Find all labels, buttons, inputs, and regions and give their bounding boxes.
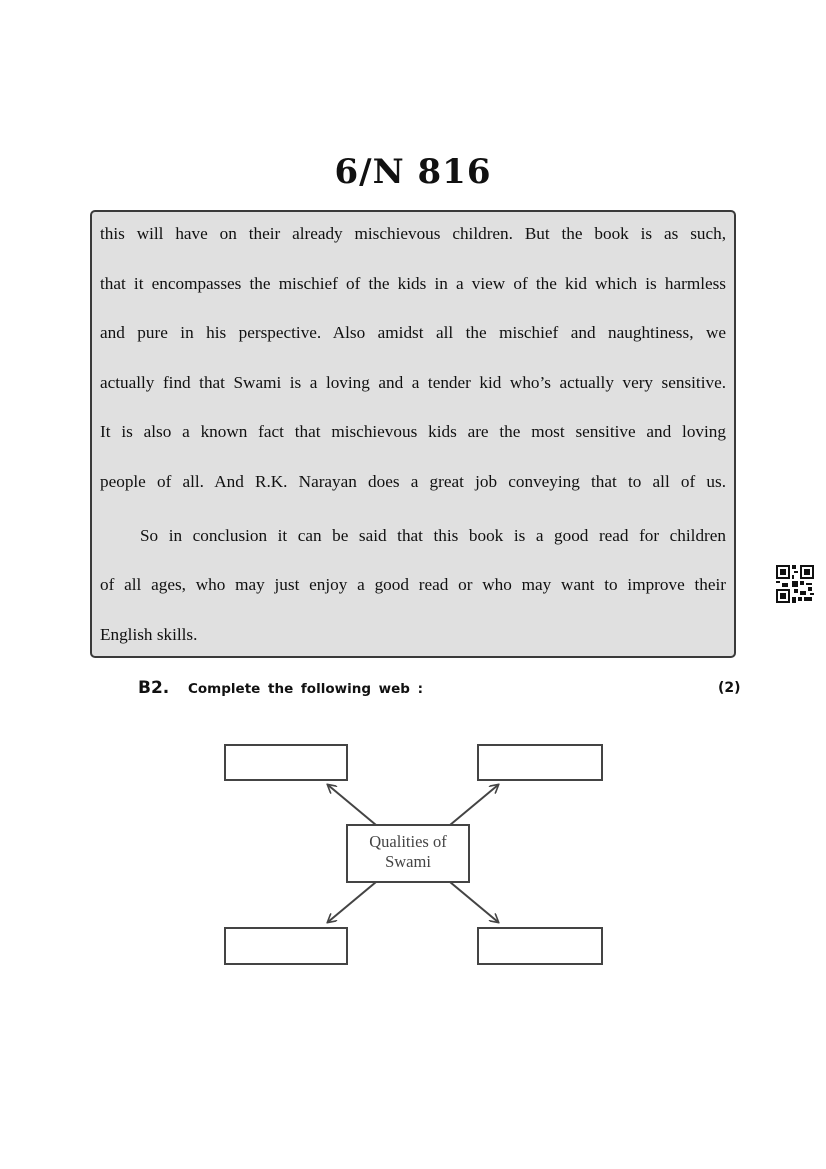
- center-label-line-2: Swami: [385, 852, 431, 871]
- arrow-bottom-left: [328, 882, 376, 922]
- center-label: [347, 832, 469, 872]
- answer-box-top-right[interactable]: [478, 745, 602, 780]
- answer-box-bottom-right[interactable]: [478, 928, 602, 964]
- passage-line: So in conclusion it can be said that this book is a good read for children: [140, 525, 726, 545]
- center-label-line-1: Qualities of: [369, 832, 447, 851]
- passage-line: this will have on their already mischievous children. But the book is as such,: [100, 224, 726, 243]
- passage-line: It is also a known fact that mischievous kids are the most sensitive and loving: [100, 422, 726, 441]
- question-number: B2.: [138, 678, 170, 698]
- arrow-top-right: [450, 785, 498, 825]
- passage-line: of all ages, who may just enjoy a good read or who may want to improve their: [100, 575, 726, 594]
- passage-line: actually find that Swami is a loving and a tender kid who’s actually very sensitive.: [100, 372, 726, 392]
- question-marks: (2): [718, 680, 741, 696]
- arrow-top-left: [328, 785, 376, 825]
- answer-box-top-left[interactable]: [225, 745, 347, 780]
- arrow-bottom-right: [450, 882, 498, 922]
- passage-line: that it encompasses the mischief of the kids in a view of the kid which is harmless: [100, 273, 726, 293]
- page-code: 6/N 816: [334, 152, 492, 192]
- passage-line: and pure in his perspective. Also amidst all the mischief and naughtiness, we: [100, 323, 726, 342]
- passage-line: people of all. And R.K. Narayan does a great job conveying that to all of us.: [100, 471, 726, 491]
- answer-box-bottom-left[interactable]: [225, 928, 347, 964]
- question-text: Complete the following web :: [188, 681, 424, 697]
- passage-line: English skills.: [100, 624, 198, 644]
